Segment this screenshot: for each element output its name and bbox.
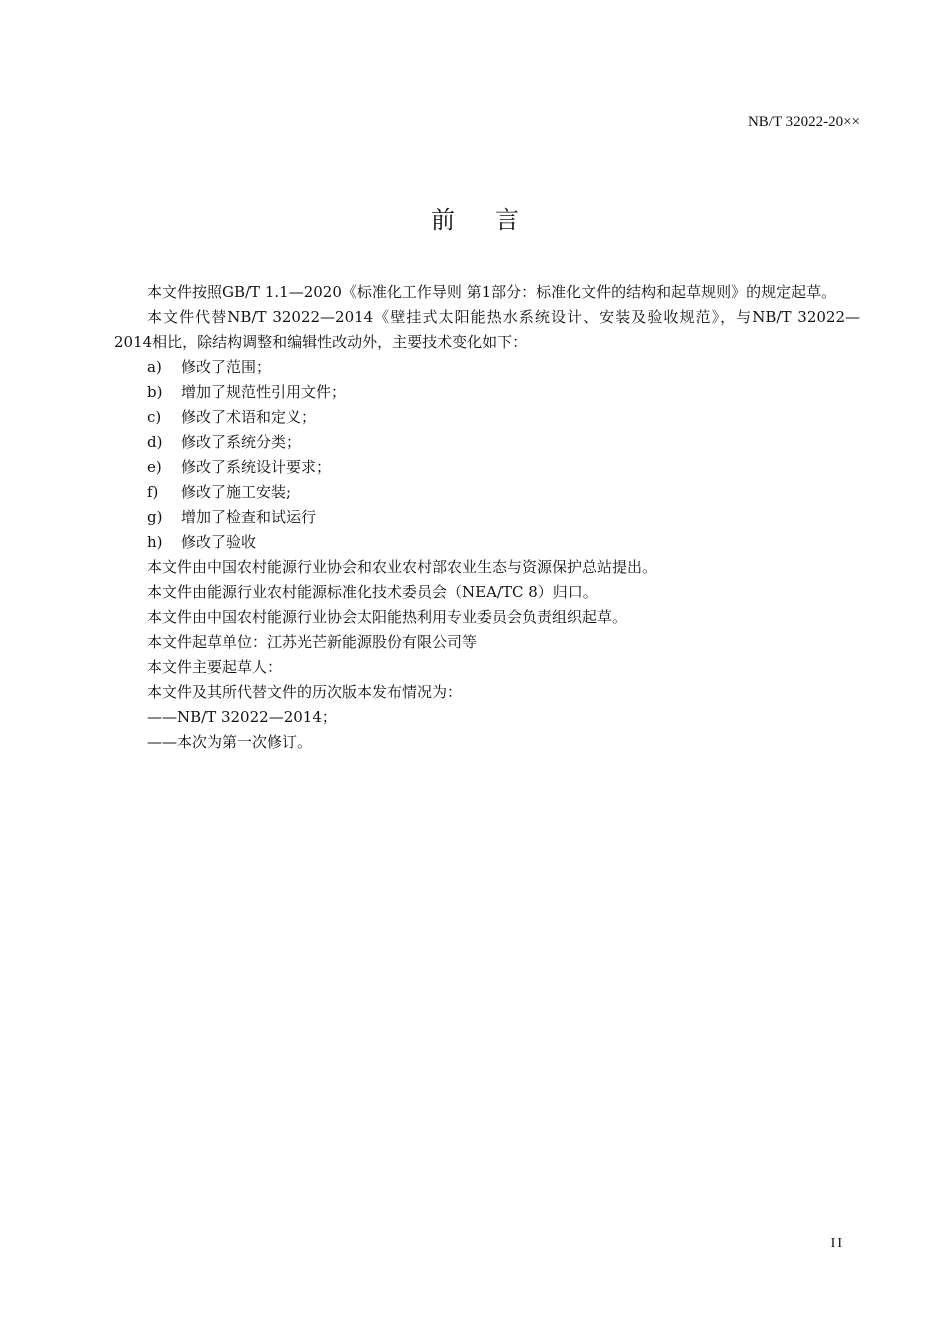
list-item-label: f) [147,483,159,501]
list-item-text: 修改了施工安装; [181,483,292,501]
list-item-label: d) [147,433,163,451]
list-item-text: 增加了规范性引用文件； [181,383,347,401]
statement-drafting-units: 本文件起草单位：江苏光芒新能源股份有限公司等 [147,633,478,651]
list-item-label: h) [147,533,163,551]
list-item-label: c) [147,408,162,426]
list-item-text: 修改了术语和定义； [181,408,317,426]
list-item-text: 修改了验收 [181,533,257,551]
list-item-text: 修改了系统分类； [181,433,302,451]
list-item [114,430,860,455]
list-item-label: g) [147,508,163,526]
history-item: ——NB/T 32022—2014； [147,708,337,726]
statement-committee: 本文件由能源行业农村能源标准化技术委员会（NEA/TC 8）归口。 [147,583,598,601]
paragraph-drafting-rules: 本文件按照GB/T 1.1—2020《标准化工作导则 第1部分：标准化文件的结构和起草规则》的规定起草。 [147,283,837,301]
list-item-label: b) [147,383,163,401]
history-item: ——本次为第一次修订。 [147,733,313,751]
page-number: II [830,1236,844,1251]
paragraph-replacement: 本文件代替NB/T 32022—2014《壁挂式太阳能热水系统设计、安装及验收规范》，与NB/T 32022—2014相比，除结构调整和编辑性改动外，主要技术变化如下： [114,308,860,351]
changes-list [114,355,860,555]
list-item [114,505,860,530]
foreword-body [114,280,860,755]
list-item-label: a) [147,358,162,376]
list-item-text: 修改了范围； [181,358,272,376]
list-item [114,355,860,380]
statement-drafters: 本文件主要起草人： [147,658,283,676]
document-code: NB/T 32022-20×× [747,114,860,130]
list-item [114,480,860,505]
list-item [114,380,860,405]
list-item-text: 增加了检查和试运行 [181,508,317,526]
statement-proposer: 本文件由中国农村能源行业协会和农业农村部农业生态与资源保护总站提出。 [147,558,658,576]
list-item-label: e) [147,458,162,476]
list-item [114,405,860,430]
list-item [114,530,860,555]
list-item [114,455,860,480]
statement-organizer: 本文件由中国农村能源行业协会太阳能热利用专业委员会负责组织起草。 [147,608,628,626]
statement-version-history: 本文件及其所代替文件的历次版本发布情况为： [147,683,463,701]
section-title: 前言 [431,206,559,234]
list-item-text: 修改了系统设计要求； [181,458,332,476]
